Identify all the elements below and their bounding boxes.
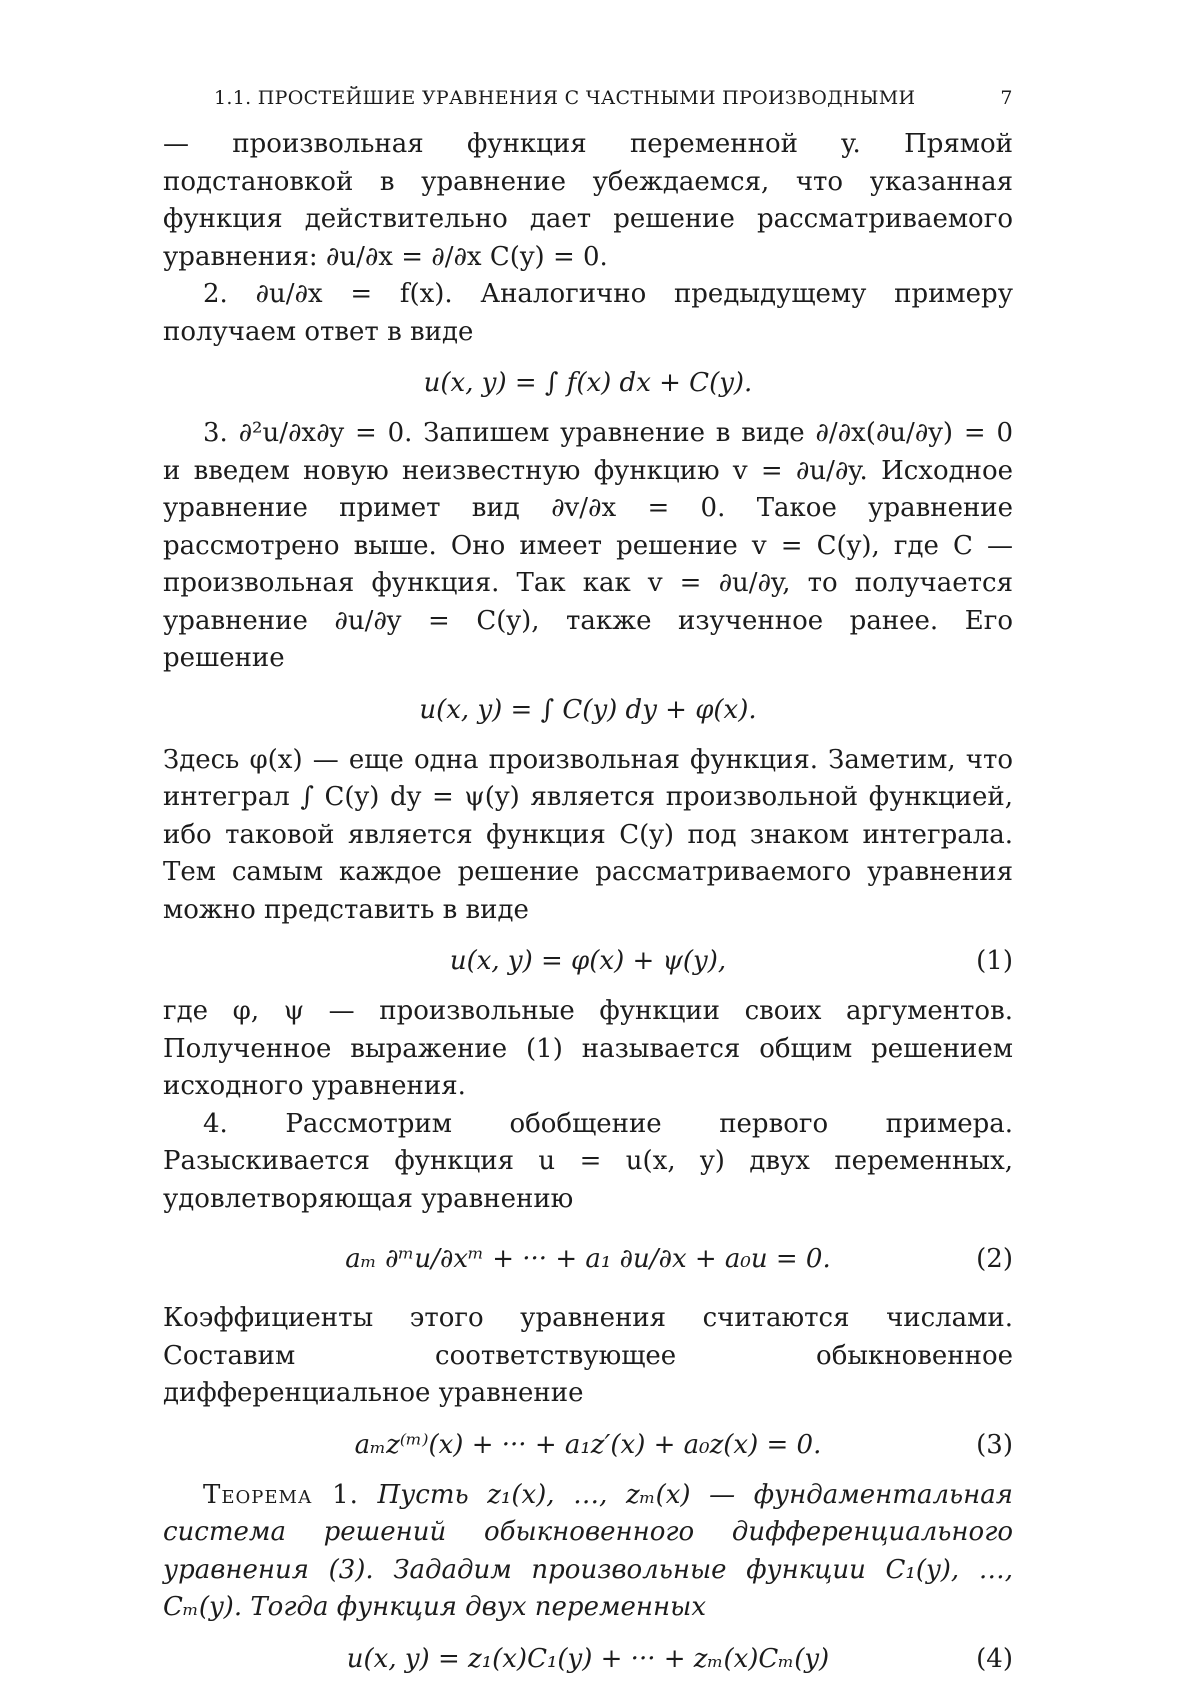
theorem-1-heading: Теорема 1. (203, 1480, 359, 1510)
paragraph-1: — произвольная функция переменной y. Прямой подстановкой в уравнение убеждаемся, что указанная функция действительно дает решение рассматриваемого уравнения: ∂u/∂x = ∂/∂x C(y) = 0. (163, 126, 1013, 276)
paragraph-4: Здесь φ(x) — еще одна произвольная функция. Заметим, что интеграл ∫ C(y) dy = ψ(y) является произвольной функцией, ибо таковой является функция C(y) под знаком интеграла. Тем самым каждое решение рассматриваемого уравнения можно представить в виде (163, 742, 1013, 930)
equation-3 (163, 1417, 1013, 1473)
header-title: 1.1. ПРОСТЕЙШИЕ УРАВНЕНИЯ С ЧАСТНЫМИ ПРОИЗВОДНЫМИ (214, 80, 915, 118)
equation-4-formula: u(x, y) = z₁(x)C₁(y) + ··· + zₘ(x)Cₘ(y) (347, 1644, 829, 1674)
book-page (163, 78, 1013, 1691)
equation-3-formula: aₘz⁽ᵐ⁾(x) + ··· + a₁z′(x) + a₀z(x) = 0. (355, 1430, 822, 1460)
running-header (163, 80, 1013, 114)
equation-2-number: (2) (976, 1222, 1013, 1296)
equation-1-formula: u(x, y) = φ(x) + ψ(y), (450, 946, 726, 976)
paragraph-7: Коэффициенты этого уравнения считаются числами. Составим соответствующее обыкновенное дифференциальное уравнение (163, 1300, 1013, 1413)
equation-1-number: (1) (976, 933, 1013, 989)
theorem-1-statement: Пусть z₁(x), …, zₘ(x) — фундаментальная система решений обыкновенного дифференциального уравнения (3). Зададим произвольные функции C₁(y), …, Cₘ(y). Тогда функция двух переменных (163, 1480, 1013, 1623)
paragraph-2: 2. ∂u/∂x = f(x). Аналогично предыдущему примеру получаем ответ в виде (163, 276, 1013, 351)
paragraph-5: где φ, ψ — произвольные функции своих аргументов. Полученное выражение (1) называется общим решением исходного уравнения. (163, 993, 1013, 1106)
equation-4 (163, 1631, 1013, 1687)
equation-4-number: (4) (976, 1631, 1013, 1687)
equation-3-number: (3) (976, 1417, 1013, 1473)
theorem-1 (163, 1477, 1013, 1627)
equation-integral-f (163, 355, 1013, 411)
equation-1 (163, 933, 1013, 989)
equation-2-formula: aₘ ∂ᵐu/∂xᵐ + ··· + a₁ ∂u/∂x + a₀u = 0. (345, 1244, 830, 1274)
equation-2 (163, 1222, 1013, 1296)
paragraph-3: 3. ∂²u/∂x∂y = 0. Запишем уравнение в виде ∂/∂x(∂u/∂y) = 0 и введем новую неизвестную функцию v = ∂u/∂y. Исходное уравнение примет вид ∂v/∂x = 0. Такое уравнение рассмотрено выше. Оно имеет решение v = C(y), где C — произвольная функция. Так как v = ∂u/∂y, то получается уравнение ∂u/∂y = C(y), также изученное ранее. Его решение (163, 415, 1013, 678)
equation-integral-c (163, 682, 1013, 738)
equation-integral-c-formula: u(x, y) = ∫ C(y) dy + φ(x). (419, 695, 756, 725)
page-number: 7 (1000, 80, 1013, 118)
paragraph-6: 4. Рассмотрим обобщение первого примера. Разыскивается функция u = u(x, y) двух переменных, удовлетворяющая уравнению (163, 1106, 1013, 1219)
equation-integral-f-formula: u(x, y) = ∫ f(x) dx + C(y). (424, 368, 753, 398)
